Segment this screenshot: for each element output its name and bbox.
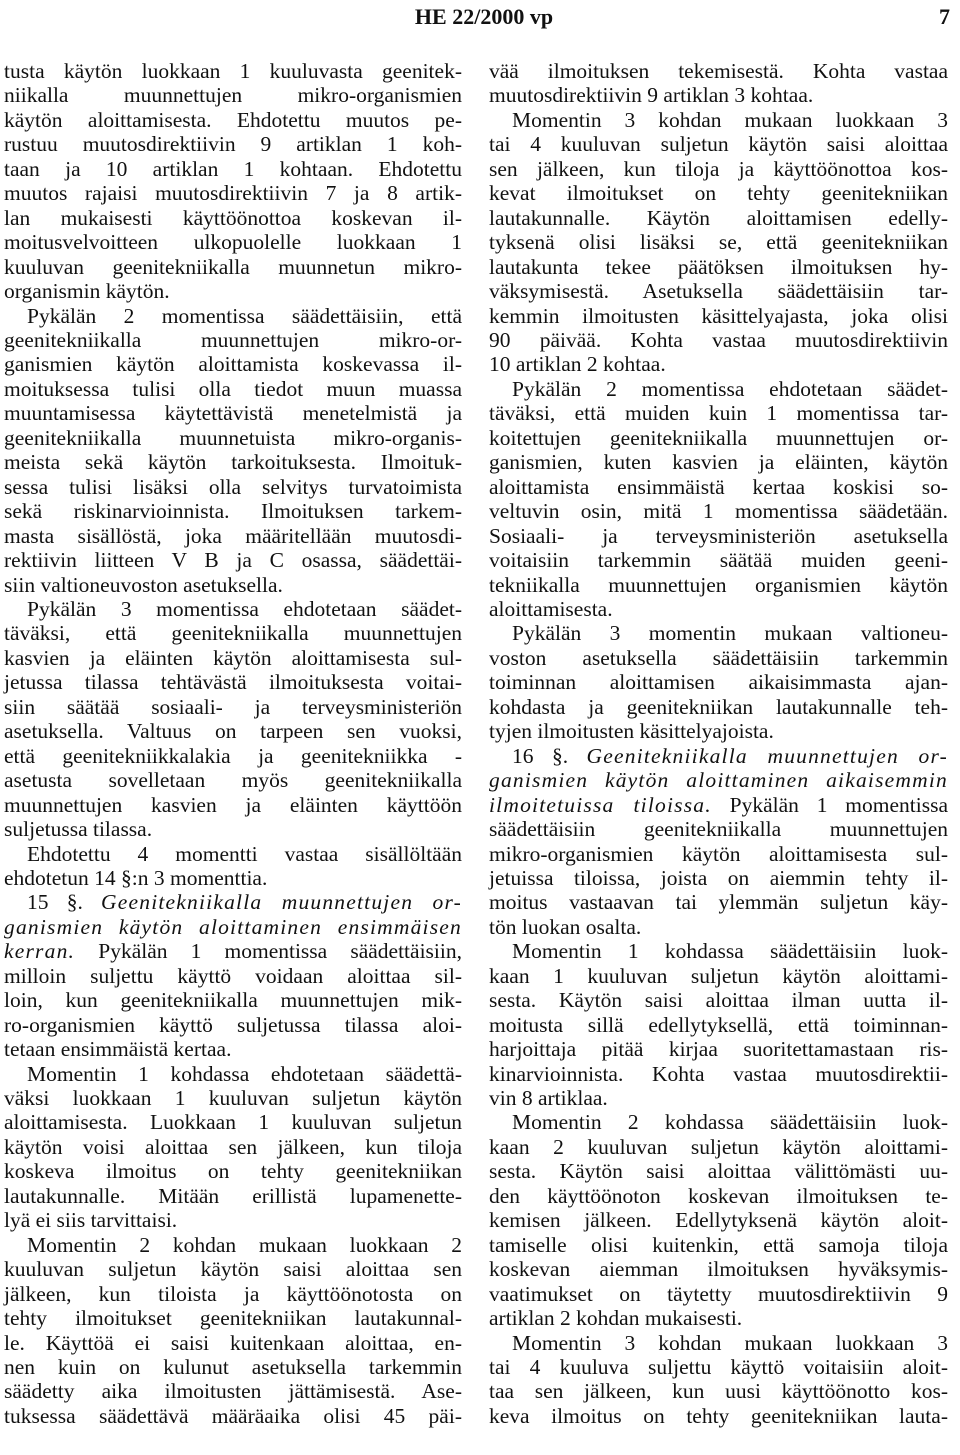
text-line: organismin käytön. [4, 279, 170, 304]
text-line: Momentin 2 kohdan mukaan luokkaan 2 [27, 1232, 462, 1257]
text-line: asetusta sovelletaan myös geenitekniikalla [4, 768, 462, 793]
text-line: veltuvin osin, mitä 1 momentissa säädetään. [489, 499, 948, 524]
line-segment: 15 §. [27, 890, 102, 915]
paragraph [489, 621, 948, 743]
text-line: tetaan ensimmäistä kertaa. [4, 1037, 232, 1062]
text-line: väksymisestä. Asetuksella säädettäisiin tar- [489, 279, 948, 304]
text-line: le. Käyttöä ei saisi kuitenkaan aloittaa, en- [4, 1330, 462, 1355]
text-line: muuntamisessa käytettävistä menetelmistä ja [4, 401, 462, 426]
text-line: Sosiaali- ja terveysministeriön asetuksella [489, 523, 948, 548]
text-line: ganismien, kuten kasvien ja eläinten, käytön [489, 450, 948, 475]
text-line: keva ilmoitus on tehty geenitekniikan lauta- [489, 1403, 948, 1428]
text-line: Momentin 1 kohdassa ehdotetaan säädettä- [27, 1061, 462, 1086]
page-number: 7 [939, 4, 950, 29]
text-line: lan mukaisesti käyttöönottoa koskevan il- [4, 205, 462, 230]
text-line: lautakunta tekee päätöksen ilmoituksen hy- [489, 254, 948, 279]
text-line: ganismien käytön aloittamista koskevassa il- [4, 352, 462, 377]
document-id: HE 22/2000 vp [414, 4, 554, 29]
text-line: Pykälän 2 momentissa säädettäisiin, että [27, 303, 462, 328]
text-line: rustuu muutosdirektiivin 9 artiklan 1 koh- [4, 132, 462, 157]
text-line: muutos rajaisi muutosdirektiivin 7 ja 8 artik- [4, 181, 462, 206]
text-line: taan ja 10 artiklan 1 kohtaan. Ehdotettu [4, 156, 462, 181]
section-heading: ganismien käytön aloittaminen aikaisemmin [489, 768, 948, 793]
paragraph [4, 842, 462, 891]
text-line: muutosdirektiivin 9 artiklan 3 kohtaa. [489, 83, 814, 108]
text-line: lautakunnalle. Mitään erillistä lupamenette- [4, 1183, 462, 1208]
text-line: tai 4 kuuluvan suljetun käytön saisi aloittaa [489, 132, 948, 157]
text-line: Pykälän 3 momentin mukaan valtioneu- [512, 621, 948, 646]
text-line: kemisen jälkeen. Edellytyksenä käytön aloit- [489, 1208, 948, 1233]
line-segment: 16 §. [512, 743, 587, 768]
text-line: siin säätää sosiaali- ja terveysministeriön [4, 694, 462, 719]
text-line: sekä riskinarvioinnista. Ilmoituksen tarkem- [4, 499, 462, 524]
text-line: vää ilmoituksen tekemisestä. Kohta vastaa [489, 59, 948, 83]
text-line: käytön aloittamisesta. Ehdotettu muutos pe- [4, 107, 462, 132]
right-column [489, 59, 948, 1428]
text-line: den käyttöönoton koskevan ilmoituksen te- [489, 1183, 948, 1208]
text-line: geenitekniikalla muunnettujen mikro-or- [4, 327, 462, 352]
text-line: kaan 2 kuuluvan suljetun käytön aloittami- [489, 1134, 948, 1159]
text-line: tuksessa säädettävä määräaika olisi 45 päi- [4, 1403, 462, 1428]
text-line [489, 744, 948, 768]
paragraph [489, 1331, 948, 1429]
text-line: ehdotetun 14 §:n 3 momenttia. [4, 865, 268, 890]
text-line: Pykälän 2 momentissa ehdotetaan säädet- [512, 376, 948, 401]
text-line: kohdasta ja geenitekniikan lautakunnalle teh- [489, 694, 948, 719]
text-line: sesta. Käytön saisi aloittaa välittömästi uu- [489, 1159, 948, 1184]
section-heading: ganismien käytön aloittaminen ensimmäisen [4, 914, 462, 939]
text-line: kemmin ilmoitusten käsittelyajasta, joka olisi [489, 303, 948, 328]
text-line: täväksi, että geenitekniikalla muunnettujen [4, 621, 462, 646]
text-line: tusta käytön luokkaan 1 kuuluvasta geenitek- [4, 59, 462, 83]
text-line: niikalla muunnettujen mikro-organismien [4, 83, 462, 108]
text-line: sessa tulisi lisäksi olla selvitys turvatoimista [4, 474, 462, 499]
paragraph [4, 890, 462, 1061]
text-line: 10 artiklan 2 kohtaa. [489, 352, 666, 377]
left-column [4, 59, 462, 1428]
text-line: masta sisällöstä, joka määritellään muutosdi- [4, 523, 462, 548]
text-line: Ehdotettu 4 momentti vastaa sisällöltään [27, 841, 462, 866]
text-line: säädettäisiin geenitekniikalla muunnettujen [489, 817, 948, 842]
text-line [4, 915, 462, 939]
text-line: säädetty aika ilmoitusten jättämisestä. Ase- [4, 1379, 462, 1404]
text-line [4, 890, 462, 914]
paragraph [4, 1233, 462, 1429]
paragraph [4, 59, 462, 304]
text-line: muunnettujen kasvien ja eläinten käyttöön [4, 792, 462, 817]
text-line: kevat ilmoitukset on tehty geenitekniikan [489, 181, 948, 206]
text-line: 90 päivää. Kohta vastaa muutosdirektiivin [489, 327, 948, 352]
text-line: moituksessa tulisi olla tiedot muun muassa [4, 376, 462, 401]
text-line: toiminnan aloittamisen aikaisimmasta ajan- [489, 670, 948, 695]
text-line: tehty ilmoitukset geenitekniikan lautakunnal- [4, 1306, 462, 1331]
text-line: mikro-organismien käytön aloittamisesta sul- [489, 841, 948, 866]
paragraph [489, 108, 948, 377]
paragraph [4, 1062, 462, 1233]
text-line: tyjen ilmoitusten käsittelyajoista. [489, 719, 774, 744]
text-line: sen jälkeen, kun tiloja ja käyttöönottoa kos- [489, 156, 948, 181]
text-line: aloittamisesta. [489, 596, 613, 621]
text-line: aloittamisesta. Luokkaan 1 kuuluvan suljetun [4, 1110, 462, 1135]
text-line: että geenitekniikkalakia ja geenitekniikka - [4, 743, 462, 768]
line-segment: Pykälän 1 momentissa [711, 792, 948, 817]
text-line: sesta. Käytön saisi aloittaa ilman uutta il- [489, 988, 948, 1013]
text-line: Momentin 3 kohdan mukaan luokkaan 3 [512, 1330, 948, 1355]
text-line: koskeva ilmoitus on tehty geenitekniikan [4, 1159, 462, 1184]
text-line: koskevan aiemman ilmoituksen hyväksymis- [489, 1257, 948, 1282]
text-line: kaan 1 kuuluvan suljetun käytön aloittami- [489, 963, 948, 988]
text-line: lyä ei siis tarvittaisi. [4, 1208, 178, 1233]
text-line: jälkeen, kun tiloista ja käyttöönotosta on [4, 1281, 462, 1306]
paragraph [489, 59, 948, 108]
text-line: voitaisiin tarkemmin säätää muiden geeni- [489, 548, 948, 573]
text-line: milloin suljettu käyttö voidaan aloittaa sil- [4, 963, 462, 988]
text-line: jetussa tilassa tehtävästä ilmoituksesta voitai- [4, 670, 462, 695]
text-line: kasvien ja eläinten käytön aloittamisesta sul- [4, 645, 462, 670]
text-line: Pykälän 3 momentissa ehdotetaan säädet- [27, 596, 462, 621]
text-line: vaatimukset on täytetty muutosdirektiivin 9 [489, 1281, 948, 1306]
paragraph [489, 377, 948, 622]
text-line: täväksi, että muiden kuin 1 momentissa tar- [489, 401, 948, 426]
text-line: tyksenä olisi lisäksi se, että geenitekniikan [489, 230, 948, 255]
text-line: koitettujen geenitekniikalla muunnettujen or- [489, 425, 948, 450]
text-line: moitusvelvoitteen ulkopuolelle luokkaan 1 [4, 230, 462, 255]
text-line: jetuissa tiloissa, joista on aiemmin tehty il- [489, 865, 948, 890]
text-line [489, 793, 948, 817]
text-line: Momentin 1 kohdassa säädettäisiin luok- [512, 939, 948, 964]
section-heading: Geenitekniikalla muunnettujen or- [586, 743, 948, 768]
section-heading: ilmoitetuissa tiloissa. [489, 792, 712, 817]
text-line: väksi luokkaan 1 kuuluvan suljetun käytön [4, 1086, 462, 1111]
page-header [0, 2, 960, 32]
text-line: vin 8 artiklaa. [489, 1086, 608, 1111]
text-line: voston asetuksella säädettäisiin tarkemmin [489, 645, 948, 670]
text-line: nen kuin on kulunut asetuksella tarkemmin [4, 1355, 462, 1380]
section-heading: Geenitekniikalla muunnettujen or- [101, 890, 462, 915]
text-line: kuuluvan geenitekniikalla muunnetun mikro- [4, 254, 462, 279]
text-line: artiklan 2 kohdan mukaisesti. [489, 1306, 743, 1331]
text-line: meista sekä käytön tarkoituksesta. Ilmoituk- [4, 450, 462, 475]
text-line: Momentin 3 kohdan mukaan luokkaan 3 [512, 107, 948, 132]
paragraph [489, 744, 948, 940]
text-line: tön luokan osalta. [489, 914, 642, 939]
text-line: kinarvioinnista. Kohta vastaa muutosdirektii- [489, 1061, 948, 1086]
text-line: tekniikalla muunnettujen organismien käytön [489, 572, 948, 597]
text-line [489, 768, 948, 792]
text-line: suljetussa tilassa. [4, 817, 153, 842]
section-heading: kerran. [4, 939, 76, 964]
paragraph [489, 939, 948, 1110]
text-line: moitusta sillä edellytyksellä, että toiminnan- [489, 1012, 948, 1037]
text-line: asetuksella. Valtuus on tarpeen sen vuoksi, [4, 719, 462, 744]
paragraph [4, 304, 462, 597]
text-line: moitus vastaavan tai ylemmän suljetun käy- [489, 890, 948, 915]
text-line: taa sen jälkeen, kun uusi käyttöönotto kos- [489, 1379, 948, 1404]
text-line: geenitekniikalla muunnetuista mikro-organis- [4, 425, 462, 450]
text-line: Momentin 2 kohdassa säädettäisiin luok- [512, 1110, 948, 1135]
text-line: käytön voisi aloittaa sen jälkeen, kun tiloja [4, 1134, 462, 1159]
text-line: tamiselle olisi kuitenkin, että samoja tiloja [489, 1232, 948, 1257]
text-line: tai 4 kuuluva suljettu käyttö voitaisiin aloit- [489, 1355, 948, 1380]
text-line: kuuluvan suljetun käytön saisi aloittaa sen [4, 1257, 462, 1282]
text-line [4, 939, 462, 963]
line-segment: Pykälän 1 momentissa säädettäisiin, [75, 939, 462, 964]
text-line: loin, kun geenitekniikalla muunnettujen mik- [4, 988, 462, 1013]
text-line: rektiivin liitteen V B ja C osassa, säädettäi- [4, 548, 462, 573]
text-line: lautakunnalle. Käytön aloittamisen edelly- [489, 205, 948, 230]
text-line: aloittamista ensimmäistä kertaa koskisi so- [489, 474, 948, 499]
paragraph [489, 1110, 948, 1330]
text-line: siin valtioneuvoston asetuksella. [4, 572, 283, 597]
text-line: harjoittaja pitää kirjaa suoritettamastaan ris- [489, 1037, 948, 1062]
paragraph [4, 597, 462, 842]
text-line: ro-organismien käyttö suljetussa tilassa aloi- [4, 1012, 462, 1037]
